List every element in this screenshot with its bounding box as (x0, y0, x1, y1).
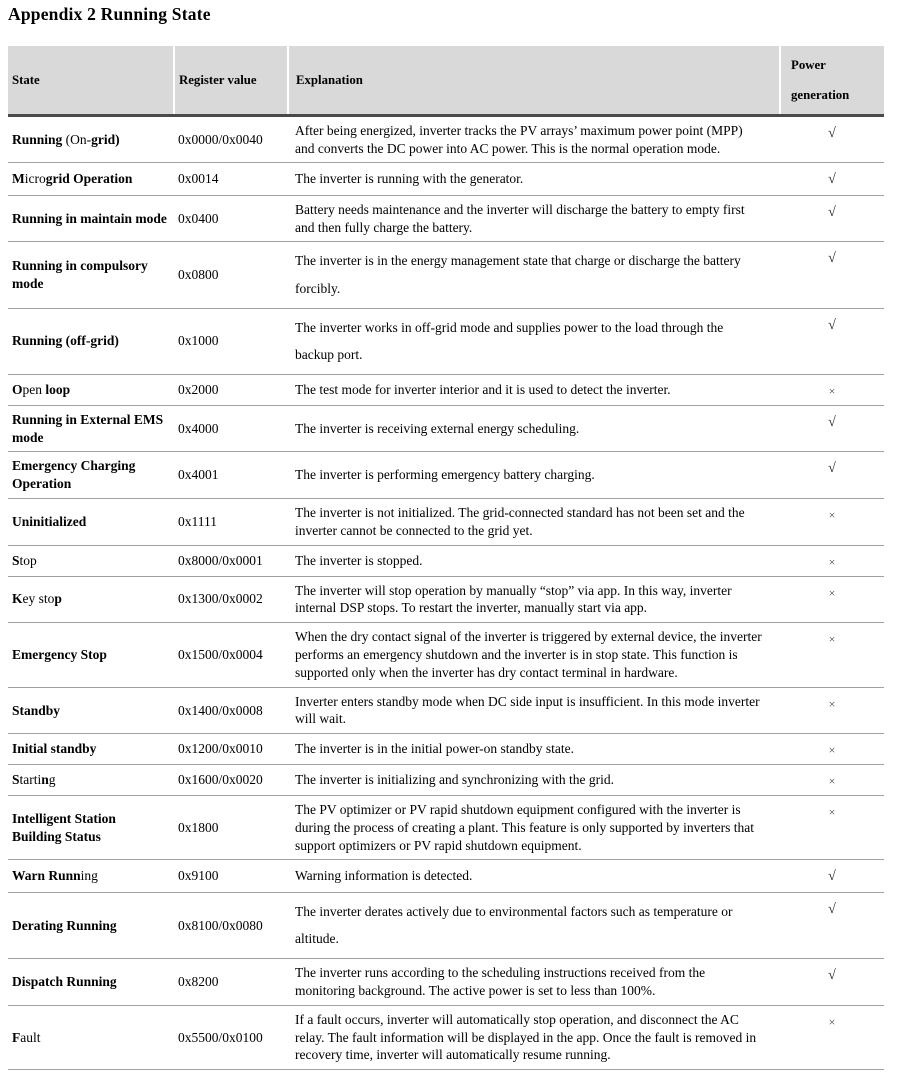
explanation-cell: The inverter is running with the generator. (288, 163, 780, 195)
check-icon: √ (828, 251, 836, 267)
register-value-cell: 0x1600/0x0020 (174, 765, 288, 796)
column-header-state: State (8, 46, 174, 116)
register-value-cell: 0x8200 (174, 959, 288, 1006)
register-value-cell: 0x2000 (174, 375, 288, 406)
table-row (8, 195, 884, 242)
cross-icon: × (828, 632, 836, 647)
state-cell: Running (On-grid) (8, 116, 174, 163)
power-generation-cell (780, 499, 884, 546)
header-row (8, 46, 884, 116)
table-row (8, 795, 884, 859)
check-icon: √ (828, 317, 836, 333)
explanation-cell: When the dry contact signal of the inverter is triggered by external device, the inverter performs an emergency shutdown and the inverter is in stop state. This function is supported only when the inverter has dry contact terminal in hardware. (288, 623, 780, 687)
power-generation-cell (780, 242, 884, 308)
cross-icon: × (828, 774, 836, 789)
state-cell: Initial standby (8, 734, 174, 765)
register-value-cell: 0x1300/0x0002 (174, 576, 288, 623)
explanation-cell: The test mode for inverter interior and it is used to detect the inverter. (288, 375, 780, 406)
register-value-cell: 0x4001 (174, 452, 288, 499)
register-value-cell: 0x1111 (174, 499, 288, 546)
explanation-cell: The inverter is not initialized. The grid-connected standard has not been set and the inverter cannot be connected to the grid yet. (288, 499, 780, 546)
explanation-cell: The inverter runs according to the scheduling instructions received from the monitoring background. The active power is set to less than 100%. (288, 959, 780, 1006)
explanation-cell: The PV optimizer or PV rapid shutdown equipment configured with the inverter is during the process of creating a plant. This feature is only supported by inverters that support optimizers or PV rapid shutdown equipment. (288, 795, 780, 859)
explanation-cell: The inverter is receiving external energy scheduling. (288, 405, 780, 452)
table-row (8, 687, 884, 734)
power-generation-cell (780, 375, 884, 406)
check-icon: √ (828, 172, 836, 188)
state-cell: Running (off-grid) (8, 308, 174, 374)
state-cell: Intelligent Station Building Status (8, 795, 174, 859)
register-value-cell: 0x0400 (174, 195, 288, 242)
power-generation-cell (780, 860, 884, 892)
state-cell: Dispatch Running (8, 959, 174, 1006)
cross-icon: × (828, 508, 836, 523)
explanation-cell: The inverter is performing emergency battery charging. (288, 452, 780, 499)
table-body (8, 116, 884, 1070)
table-row (8, 405, 884, 452)
column-header-power-generation: Power generation (780, 46, 884, 116)
state-cell: Emergency Charging Operation (8, 452, 174, 499)
state-cell: Fault (8, 1005, 174, 1069)
power-generation-cell (780, 623, 884, 687)
check-icon: √ (828, 869, 836, 885)
table-row (8, 623, 884, 687)
state-cell: Running in maintain mode (8, 195, 174, 242)
register-value-cell: 0x8000/0x0001 (174, 545, 288, 576)
check-icon: √ (828, 414, 836, 430)
register-value-cell: 0x0000/0x0040 (174, 116, 288, 163)
table-row (8, 860, 884, 892)
table-row (8, 576, 884, 623)
register-value-cell: 0x9100 (174, 860, 288, 892)
power-generation-cell (780, 687, 884, 734)
register-value-cell: 0x4000 (174, 405, 288, 452)
state-cell: Warn Running (8, 860, 174, 892)
power-generation-cell (780, 545, 884, 576)
state-cell: Running in External EMS mode (8, 405, 174, 452)
register-value-cell: 0x8100/0x0080 (174, 892, 288, 958)
power-generation-cell (780, 892, 884, 958)
register-value-cell: 0x1400/0x0008 (174, 687, 288, 734)
register-value-cell: 0x1800 (174, 795, 288, 859)
cross-icon: × (828, 1014, 836, 1029)
power-generation-cell (780, 405, 884, 452)
register-value-cell: 0x5500/0x0100 (174, 1005, 288, 1069)
explanation-cell: The inverter is in the energy management state that charge or discharge the battery forcibly. (288, 242, 780, 308)
cross-icon: × (828, 585, 836, 600)
table-row (8, 1005, 884, 1069)
table-row (8, 765, 884, 796)
cross-icon: × (828, 804, 836, 819)
register-value-cell: 0x1500/0x0004 (174, 623, 288, 687)
power-generation-cell (780, 734, 884, 765)
explanation-cell: Battery needs maintenance and the inverter will discharge the battery to empty first and then fully charge the battery. (288, 195, 780, 242)
table-row (8, 452, 884, 499)
register-value-cell: 0x1000 (174, 308, 288, 374)
table-row (8, 545, 884, 576)
power-generation-cell (780, 195, 884, 242)
state-cell: Stop (8, 545, 174, 576)
table-header (8, 46, 884, 116)
state-cell: Microgrid Operation (8, 163, 174, 195)
power-generation-cell (780, 163, 884, 195)
column-header-register-value: Register value (174, 46, 288, 116)
power-generation-cell (780, 1005, 884, 1069)
register-value-cell: 0x0014 (174, 163, 288, 195)
running-state-table (8, 46, 884, 1070)
explanation-cell: The inverter works in off-grid mode and supplies power to the load through the backup port. (288, 308, 780, 374)
explanation-cell: Warning information is detected. (288, 860, 780, 892)
explanation-cell: The inverter derates actively due to environmental factors such as temperature or altitude. (288, 892, 780, 958)
register-value-cell: 0x0800 (174, 242, 288, 308)
state-cell: Running in compulsory mode (8, 242, 174, 308)
table-row (8, 892, 884, 958)
explanation-cell: If a fault occurs, inverter will automatically stop operation, and disconnect the AC relay. The fault information will be displayed in the app. Once the fault is removed in recovery time, inverter will automatically resume running. (288, 1005, 780, 1069)
table-row (8, 734, 884, 765)
state-cell: Key stop (8, 576, 174, 623)
power-generation-cell (780, 765, 884, 796)
table-row (8, 163, 884, 195)
state-cell: Open loop (8, 375, 174, 406)
check-icon: √ (828, 968, 836, 984)
table-row (8, 499, 884, 546)
table-row (8, 308, 884, 374)
state-cell: Emergency Stop (8, 623, 174, 687)
state-cell: Standby (8, 687, 174, 734)
explanation-cell: Inverter enters standby mode when DC side input is insufficient. In this mode inverter will wait. (288, 687, 780, 734)
state-cell: Uninitialized (8, 499, 174, 546)
power-generation-cell (780, 959, 884, 1006)
power-generation-cell (780, 576, 884, 623)
check-icon: √ (828, 204, 836, 220)
column-header-explanation: Explanation (288, 46, 780, 116)
power-generation-cell (780, 452, 884, 499)
table-row (8, 116, 884, 163)
cross-icon: × (828, 743, 836, 758)
check-icon: √ (828, 126, 836, 142)
cross-icon: × (828, 554, 836, 569)
table-row (8, 375, 884, 406)
table-row (8, 959, 884, 1006)
explanation-cell: The inverter is stopped. (288, 545, 780, 576)
explanation-cell: After being energized, inverter tracks the PV arrays’ maximum power point (MPP) and converts the DC power into AC power. This is the normal operation mode. (288, 116, 780, 163)
power-generation-cell (780, 116, 884, 163)
cross-icon: × (828, 696, 836, 711)
state-cell: Starting (8, 765, 174, 796)
table-row (8, 242, 884, 308)
explanation-cell: The inverter is in the initial power-on standby state. (288, 734, 780, 765)
power-generation-cell (780, 795, 884, 859)
check-icon: √ (828, 461, 836, 477)
check-icon: √ (828, 901, 836, 917)
state-cell: Derating Running (8, 892, 174, 958)
page-title: Appendix 2 Running State (8, 4, 211, 24)
cross-icon: × (828, 384, 836, 398)
register-value-cell: 0x1200/0x0010 (174, 734, 288, 765)
explanation-cell: The inverter will stop operation by manually “stop” via app. In this way, inverter internal DSP stops. To restart the inverter, manually start via app. (288, 576, 780, 623)
power-generation-cell (780, 308, 884, 374)
explanation-cell: The inverter is initializing and synchronizing with the grid. (288, 765, 780, 796)
